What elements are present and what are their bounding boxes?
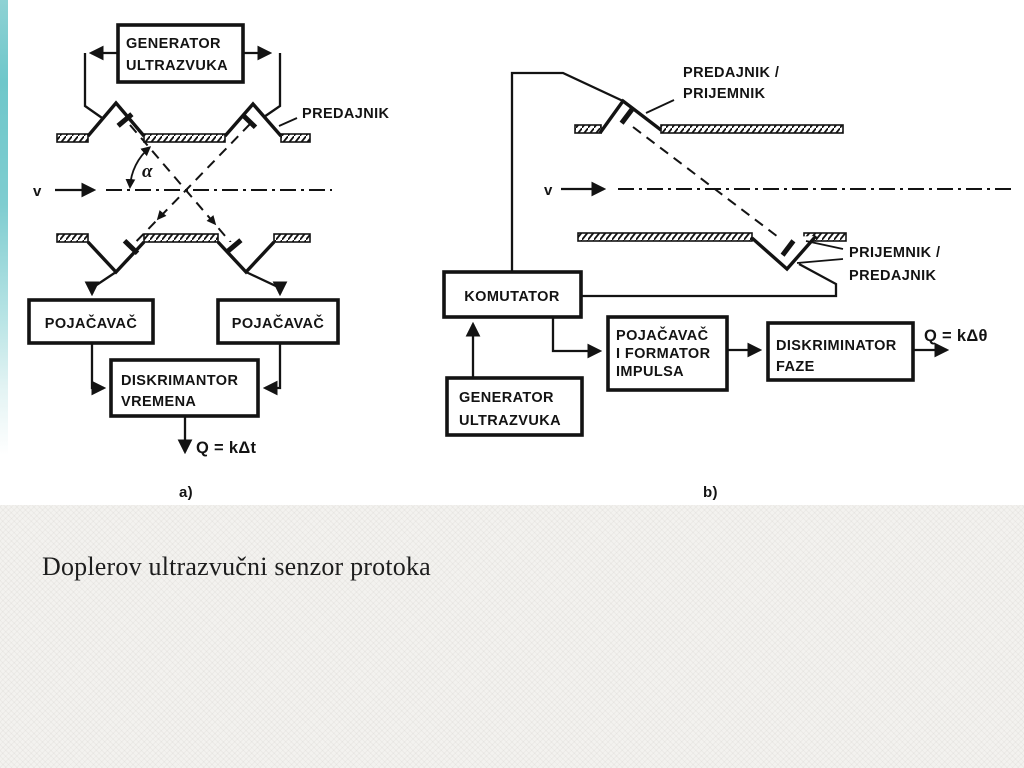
pipe-wall — [575, 125, 601, 133]
amplifier-former-line2: I FORMATOR — [616, 346, 711, 362]
transducer-housing — [600, 101, 661, 133]
angle-label: α — [142, 161, 153, 182]
output-equation-a: Q = kΔt — [196, 439, 257, 457]
pipe-wall — [281, 134, 310, 142]
feed-wire-right — [261, 53, 280, 119]
generator-box-a-line1: GENERATOR — [126, 36, 221, 52]
receiver-wire-right — [246, 272, 280, 294]
panel-label-a: a) — [179, 484, 193, 501]
leader-line — [797, 259, 843, 263]
transmitter-label: PREDAJNIK — [302, 106, 390, 122]
panel-label-b: b) — [703, 484, 718, 501]
output-equation-b: Q = kΔθ — [924, 327, 988, 345]
pipe-wall — [57, 134, 88, 142]
pipe-wall — [144, 134, 225, 142]
slide-lower-texture — [0, 505, 1024, 768]
diagram-a — [29, 25, 390, 501]
amplifier-former-line3: IMPULSA — [616, 364, 685, 380]
diagram-b — [444, 65, 1012, 501]
pipe-wall — [144, 234, 218, 242]
bottom-transducer-label-line2: PREDAJNIK — [849, 268, 937, 284]
transducer-housing — [225, 104, 281, 136]
wire-amp-right-to-discriminator — [265, 343, 280, 388]
time-discriminator-line2: VREMENA — [121, 394, 197, 410]
phase-discriminator-line2: FAZE — [776, 359, 815, 375]
komutator-top-wire — [512, 73, 623, 272]
phase-discriminator-line1: DISKRIMINATOR — [776, 338, 897, 354]
leader-line — [806, 241, 843, 249]
flow-velocity-label: v — [33, 183, 42, 200]
komutator-bottom-transducer-wire — [581, 264, 836, 296]
receiver-wire-left — [92, 272, 116, 294]
pipe-wall — [57, 234, 88, 242]
transducer-housing — [88, 242, 144, 272]
slide-caption: Doplerov ultrazvučni senzor protoka — [42, 552, 431, 581]
generator-box-b-line1: GENERATOR — [459, 390, 554, 406]
ultrasound-beam — [130, 125, 238, 251]
generator-box-a-line2: ULTRAZVUKA — [126, 58, 228, 74]
generator-box-b-line2: ULTRAZVUKA — [459, 413, 561, 429]
top-transducer-label-line1: PREDAJNIK / — [683, 65, 780, 81]
transducer-housing — [218, 242, 274, 272]
komutator-to-amplifier-wire — [553, 317, 600, 351]
komutator-label: KOMUTATOR — [464, 289, 560, 305]
ultrasound-beam — [633, 127, 786, 243]
wire-amp-left-to-discriminator — [92, 343, 104, 388]
pipe-wall — [578, 233, 752, 241]
amplifier-left-label: POJAČAVAČ — [44, 316, 138, 332]
leader-line — [279, 118, 297, 126]
feed-wire-left — [85, 53, 105, 120]
top-transducer-label-line2: PRIJEMNIK — [683, 86, 766, 102]
time-discriminator-line1: DISKRIMANTOR — [121, 373, 239, 389]
amplifier-right-label: POJAČAVAČ — [231, 316, 325, 332]
amplifier-former-line1: POJAČAVAČ — [616, 328, 709, 344]
pipe-wall — [274, 234, 310, 242]
leader-line — [646, 100, 674, 113]
pipe-wall — [661, 125, 843, 133]
bottom-transducer-label-line1: PRIJEMNIK / — [849, 245, 941, 261]
flow-velocity-label-b: v — [544, 182, 553, 199]
